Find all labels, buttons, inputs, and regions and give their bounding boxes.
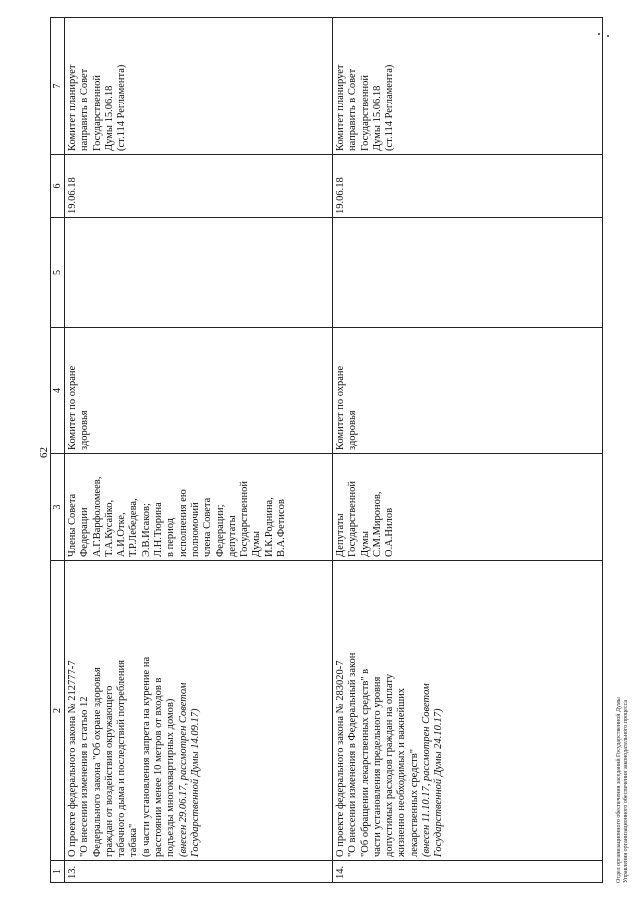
bill-description — [65, 561, 333, 861]
committee-plan — [65, 17, 333, 155]
text-line: Государственной — [239, 481, 251, 557]
text-line: в период — [165, 517, 177, 557]
scan-speck — [607, 35, 609, 37]
text-line: О проекте федерального закона № 283020-7 — [335, 660, 346, 857]
table-row — [332, 17, 603, 883]
text-line: расстоянии менее 10 метров от входов в — [153, 677, 165, 857]
responsible-committee — [333, 328, 603, 454]
text-line: Думы — [251, 531, 263, 557]
text-line: Федерации; — [214, 504, 226, 557]
text-line: "Об обращении лекарственных средств" в — [359, 668, 371, 857]
bill-title-lines — [67, 564, 178, 857]
text-line: жизненно необходимых и важнейших — [396, 687, 408, 857]
header-col-5: 5 — [51, 218, 65, 328]
text-line: исполнения ею — [177, 489, 189, 557]
text-line: Государственной Думы 24.10.17) — [433, 708, 445, 857]
text-line: лекарственных средств" — [408, 749, 420, 857]
text-line: части установления предельного уровня — [371, 676, 383, 857]
footer — [616, 697, 630, 883]
bill-description — [333, 561, 603, 861]
footer-line-2: Управления организационного обеспечения законодательного процесса — [623, 699, 629, 883]
empty-cell — [333, 218, 603, 328]
row-number: 14. — [333, 861, 603, 883]
text-line: здоровья — [347, 410, 359, 450]
table-header-row — [50, 17, 65, 883]
text-line: направить в Совет — [79, 68, 91, 151]
text-line: Государственной — [91, 75, 103, 151]
text-line: граждан от воздействия окружающего — [103, 685, 115, 857]
text-line: Комитет планирует — [335, 64, 346, 151]
footer-line-1: Отдел организационного обеспечения заседаний Государственной Думы — [616, 697, 622, 883]
text-line: Комитет по охране — [335, 365, 346, 450]
date-cell: 19.06.18 — [65, 155, 333, 218]
text-line: Государственной — [359, 75, 371, 151]
header-col-4: 4 — [51, 328, 65, 454]
header-col-1: 1 — [51, 861, 65, 883]
text-line: подъезды многоквартирных домов) — [165, 698, 177, 857]
bill-title-lines — [335, 564, 421, 857]
row-number: 13. — [65, 861, 333, 883]
header-col-3: 3 — [51, 454, 65, 561]
text-line: Л.Н.Тюрина — [153, 502, 165, 557]
text-line: Т.Р.Лебедева, — [128, 498, 140, 557]
text-line: Государственной — [347, 481, 359, 557]
header-col-2: 2 — [51, 561, 65, 861]
responsible-committee — [65, 328, 333, 454]
text-line: Федерации — [79, 507, 91, 557]
text-line: Думы 15.06.18 — [371, 85, 383, 151]
bill-authors — [333, 454, 603, 561]
text-line: члена Совета — [202, 497, 214, 557]
text-line: Комитет планирует — [67, 64, 78, 151]
table-bottom-border — [602, 17, 603, 883]
text-line: А.Г.Варфоломеев, — [91, 476, 103, 557]
header-col-7: 7 — [51, 17, 65, 155]
committee-plan — [333, 17, 603, 155]
text-line: допустимых расходов граждан на оплату — [384, 673, 396, 857]
text-line: И.К.Роднина, — [263, 497, 275, 557]
text-line: Э.В.Исаков; — [140, 503, 152, 557]
text-line: "О внесении изменения в Федеральный закон — [347, 652, 359, 857]
text-line: "О внесении изменения в статью 12 — [79, 696, 91, 857]
text-line: полномочий — [189, 502, 201, 557]
empty-cell — [65, 218, 333, 328]
text-line: Комитет по охране — [67, 365, 78, 450]
text-line: Думы 15.06.18 — [103, 85, 115, 151]
text-line: направить в Совет — [347, 68, 359, 151]
bill-status-note — [421, 564, 446, 857]
text-line: Государственной Думы 14.09.17) — [189, 708, 201, 857]
text-line: (ст.114 Регламента) — [384, 64, 396, 151]
text-line: табака" — [128, 823, 140, 857]
text-line: (внесен 29.06.17, рассмотрен Советом — [177, 682, 189, 857]
text-line: Члены Совета — [67, 493, 78, 557]
text-line: (в части установления запрета на курение на — [140, 656, 152, 857]
header-col-6: 6 — [51, 155, 65, 218]
page-number: 62 — [38, 447, 50, 458]
text-line: Федерального закона "Об охране здоровья — [91, 667, 103, 857]
text-line: табачного дыма и последствий потребления — [116, 660, 128, 857]
text-line: В.А.Фетисов — [276, 499, 288, 557]
text-line: О.А.Нилов — [384, 507, 396, 557]
text-line: А.И.Отке, — [116, 512, 128, 557]
text-line: Депутаты — [335, 513, 346, 557]
date-cell: 19.06.18 — [333, 155, 603, 218]
bills-table — [50, 17, 445, 883]
text-line: Думы — [359, 531, 371, 557]
text-line: (ст.114 Регламента) — [116, 64, 128, 151]
text-line: С.М.Миронов, — [371, 491, 383, 557]
scan-speck — [598, 33, 600, 35]
text-line: О проекте федерального закона № 212777-7 — [67, 660, 78, 857]
bill-status-note — [178, 564, 203, 857]
text-line: здоровья — [79, 410, 91, 450]
text-line: Т.А.Кусайко, — [103, 499, 115, 557]
text-line: депутаты — [226, 515, 238, 557]
table-row — [64, 17, 333, 883]
bill-authors — [65, 454, 333, 561]
text-line: (внесен 11.10.17, рассмотрен Советом — [421, 683, 433, 857]
